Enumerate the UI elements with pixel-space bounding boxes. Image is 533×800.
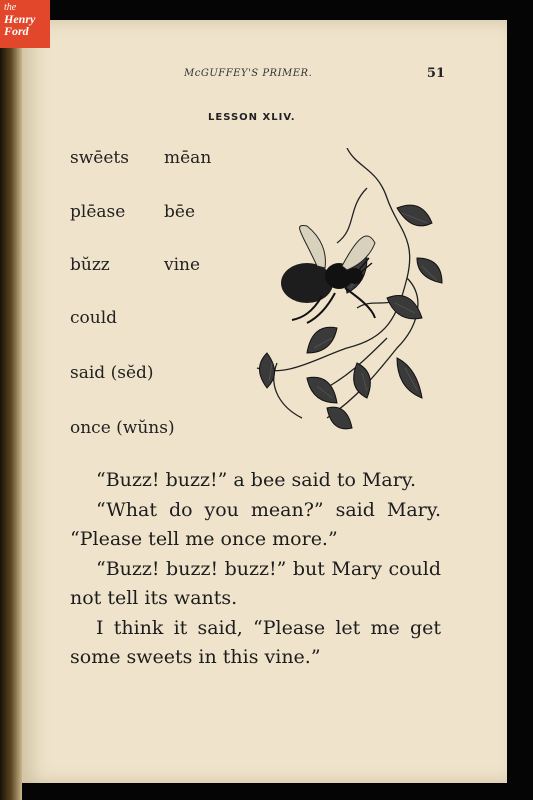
story-paragraph: “What do you mean?” said Mary. “Please tell me once more.” bbox=[70, 498, 441, 550]
word-list-item: bēe bbox=[164, 202, 196, 222]
henry-ford-logo bbox=[0, 0, 50, 48]
word-list-item: once (wŭns) bbox=[70, 418, 175, 438]
story-text bbox=[70, 466, 441, 673]
word-list-item: said (sĕd) bbox=[70, 363, 154, 383]
logo-brand-text: Henry Ford bbox=[4, 12, 36, 38]
word-list-item: plēase bbox=[70, 202, 126, 222]
word-list-item: bŭzz bbox=[70, 255, 110, 275]
book-spine-shadow bbox=[0, 0, 22, 800]
book-page bbox=[22, 20, 507, 783]
story-paragraph: I think it said, “Please let me get some sweets in this vine.” bbox=[70, 616, 441, 668]
page-number: 51 bbox=[426, 66, 445, 81]
story-paragraph: “Buzz! buzz!” a bee said to Mary. bbox=[96, 469, 417, 491]
word-list-item: swēets bbox=[70, 148, 129, 168]
story-paragraph: “Buzz! buzz! buzz!” but Mary could not tell its wants. bbox=[70, 557, 441, 609]
word-list-item: vine bbox=[164, 255, 201, 275]
lesson-title: LESSON XLIV. bbox=[208, 112, 296, 123]
word-list-item: mēan bbox=[164, 148, 212, 168]
running-title: McGUFFEY'S PRIMER. bbox=[184, 68, 313, 79]
word-list-item: could bbox=[70, 308, 118, 328]
bee-icon bbox=[281, 225, 375, 323]
leaf-icon bbox=[260, 205, 443, 429]
logo-the-text: the bbox=[4, 2, 17, 13]
bee-on-vine-illustration bbox=[247, 148, 447, 448]
page-header bbox=[22, 68, 507, 84]
